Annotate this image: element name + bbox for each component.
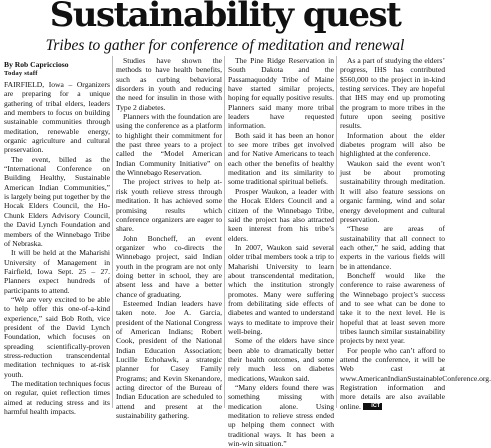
article-column-2 <box>116 56 222 420</box>
article-paragraph: It will be held at the Maharishi University of Management in Fairfield, Iowa Sept. 25 – 27. Planners expect hundreds of participants to attend. <box>4 248 110 295</box>
article-paragraph: John Boncheff, an event organizer who co-directs the Winnebago project, said Indian youth in the program are not only doing better in school, they are absent less and have a better chance of graduating. <box>116 233 222 299</box>
headline: Sustainability quest <box>49 0 401 35</box>
article-paragraph: Studies have shown the methods to have health benefits, such as curbing behavioral disorders in youth and reducing the need for insulin in those with Type 2 diabetes. <box>116 56 222 112</box>
article-paragraph: Esteemed Indian leaders have taken note. Joe A. Garcia, president of the National Congress of American Indians; Robert Cook, president of the National Indian Education Association; Lucille Echohawk, a strategic planner for Casey Family Programs; and Kevin Skenandore, acting director of the Bureau of Indian Education are scheduled to attend and present at the sustainability gathering. <box>116 298 222 421</box>
end-mark: ICT <box>363 403 382 410</box>
article-paragraph: The meditation techniques focus on regular, quiet reflection times aimed at reducing stress and its harmful health impacts. <box>4 379 110 417</box>
article-paragraph: The project strives to help at-risk youth relieve stress through meditation. It has achieved some promising results which conference organizers are eager to share. <box>116 177 222 234</box>
byline <box>4 60 69 78</box>
article-paragraph: The event, billed as the “International Conference on Building Healthy, Sustainable American Indian Communities,” is largely being put together by the Hocak Elders Council, the Ho-Chunk Elders Advisory Council, the David Lynch Foundation and members of the Winnebago Tribe of Nebraska. <box>4 154 110 248</box>
article-paragraph: FAIRFIELD, Iowa – Organizers are preparing for a unique gathering of tribal elders, leaders and members to focus on building sustainable communities through meditation, renewable energy, organic agriculture and cultural preservation. <box>4 80 110 155</box>
column-rule <box>336 56 337 408</box>
article-paragraph: Boncheff would like the conference to raise awareness of the Winnebago project’s success and to see what can be done to take it to the next level. He is hopeful that at least seven more tribes launch similar sustainability projects by next year. <box>340 270 445 346</box>
column-rule <box>112 56 113 408</box>
article-paragraph: Waukon said the event won’t just be about promoting sustainability through meditation. It will also feature sessions on organic farming, wind and solar energy development and cultural preservation. <box>340 158 445 224</box>
article-paragraph: Prosper Waukon, a leader with the Hocak Elders Council and a citizen of the Winnebago Tribe, said the project has also attracted keen interest from his tribe’s elders. <box>228 186 334 243</box>
deck-subheadline: Tribes to gather for conference of meditation and renewal <box>45 37 405 54</box>
article-paragraph: “Many elders found there was something missing with medication alone. Using meditation to relieve stress ended up helping them connect with traditional ways. It has been a win-win situation.” <box>228 383 334 448</box>
article-paragraph-text: For people who can’t afford to attend the conference, it will be Web cast at www.AmericanIndianSustainableConference.org. Registration information and more details are also available online. <box>340 345 491 411</box>
article-paragraph <box>340 345 491 411</box>
article-paragraph: Some of the elders have since been able to dramatically better their health outcomes, and some rely much less on diabetes medications, Waukon said. <box>228 336 334 383</box>
byline-staff: Today staff <box>4 70 38 77</box>
column-rule <box>224 56 225 408</box>
article-paragraph: “We are very excited to be able to help offer this one-of-a-kind experience,” said Bob Roth, vice president of the David Lynch Foundation, which focuses on spreading scientifically-proven stress-reduction transcendental meditation techniques to at-risk youth. <box>4 294 110 379</box>
article-paragraph: Planners with the foundation are using the conference as a platform to highlight their commitment for the past three years to a project called the “Model American Indian Community Initiative” on the Winnebago Reservation. <box>116 112 222 178</box>
article-column-4 <box>340 56 491 411</box>
article-paragraph: In 2007, Waukon said several older tribal members took a trip to Maharishi University to learn about transcendental meditation, which the institution strongly promotes. Many were suffering from debilitating side effects of diabetes and wanted to understand ways to meditate to improve their well-being. <box>228 242 334 336</box>
article-paragraph: “These are areas of sustainability that all connect to each other,” he said, adding that experts in the various fields will be in attendance. <box>340 224 445 271</box>
byline-author: By Rob Capriccioso <box>4 60 69 69</box>
article-paragraph: As a part of studying the elders’ progress, IHS has contributed $560,000 to the project in in-kind testing services. They are hopeful that IHS may end up promoting the program to more tribes in the future upon seeing positive results. <box>340 56 445 131</box>
article-paragraph: Both said it has been an honor to see more tribes get involved and for Native Americans to teach each other the benefits of healthy meditation and its similarity to some traditional spiritual beliefs. <box>228 130 334 187</box>
article-column-3 <box>228 56 334 448</box>
article-column-1 <box>4 80 110 416</box>
article-paragraph: The Pine Ridge Reservation in South Dakota and the Passamaquoddy Tribe of Maine have started similar projects, hoping for equally positive results. Planners said many more tribal leaders have requested information. <box>228 56 334 131</box>
article-paragraph: Information about the elder diabetes program will also be highlighted at the conference. <box>340 130 445 159</box>
